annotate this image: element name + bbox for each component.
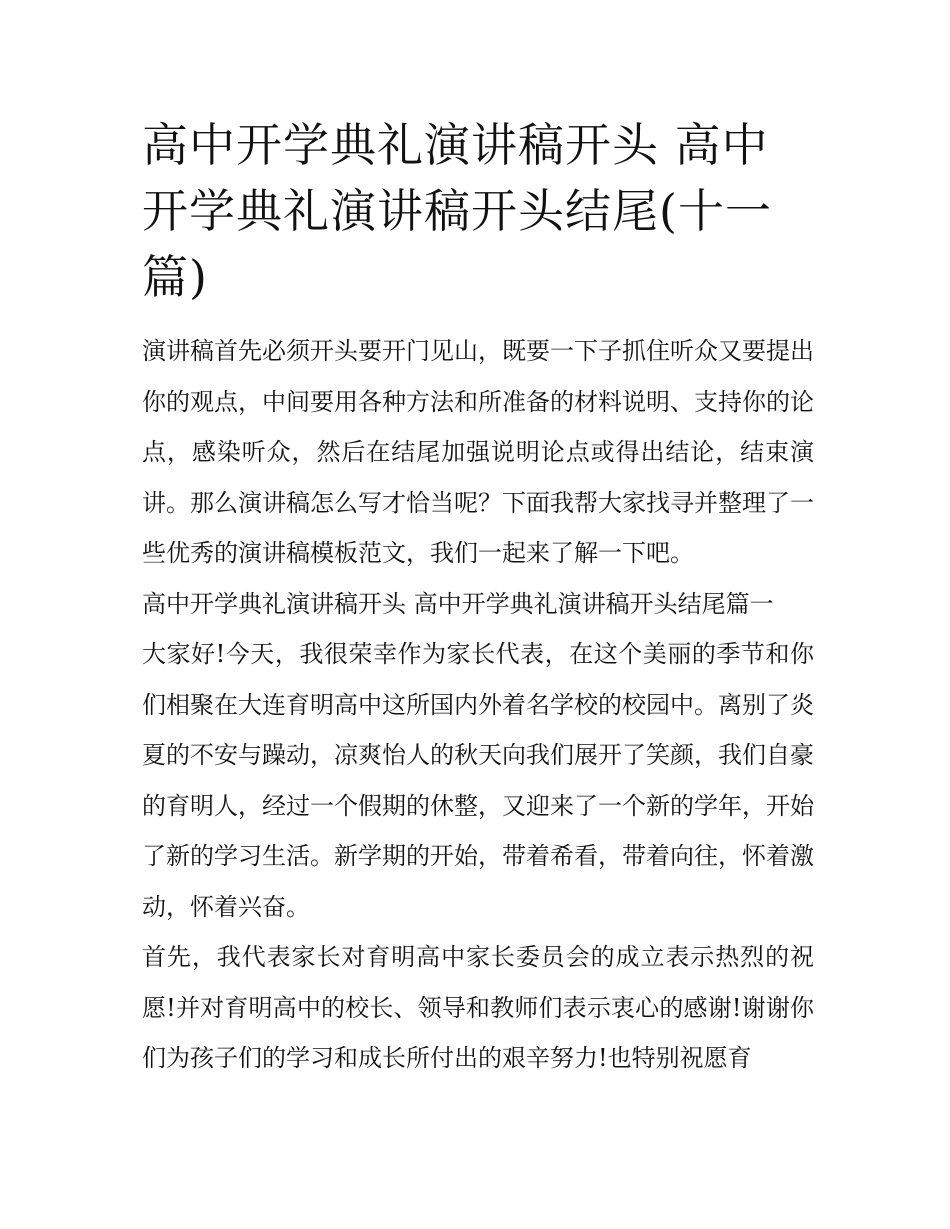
- document-title: 高中开学典礼演讲稿开头 高中开学典礼演讲稿开头结尾(十一篇): [142, 118, 772, 304]
- body-paragraph: 首先，我代表家长对育明高中家长委员会的成立表示热烈的祝愿!并对育明高中的校长、领导和教师们表示衷心的感谢!谢谢你们为孩子们的学习和成长所付出的艰辛努力!也特别祝愿育: [142, 943, 814, 1072]
- section-heading: 高中开学典礼演讲稿开头 高中开学典礼演讲稿开头结尾篇一: [142, 589, 774, 618]
- body-paragraph: 大家好!今天，我很荣幸作为家长代表，在这个美丽的季节和你们相聚在大连育明高中这所国内外着名学校的校园中。离别了炎夏的不安与躁动，凉爽怡人的秋天向我们展开了笑颜，我们自豪的育明人，经过一个假期的休整，又迎来了一个新的学年，开始了新的学习生活。新学期的开始，带着希看，带着向往，怀着激动，怀着兴奋。: [142, 640, 814, 921]
- intro-paragraph: 演讲稿首先必须开头要开门见山，既要一下子抓住听众又要提出你的观点，中间要用各种方法和所准备的材料说明、支持你的论点，感染听众，然后在结尾加强说明论点或得出结论，结束演讲。那么演讲稿怎么写才恰当呢？下面我帮大家找寻并整理了一些优秀的演讲稿模板范文，我们一起来了解一下吧。: [142, 337, 814, 567]
- document-page: [142, 112, 814, 1084]
